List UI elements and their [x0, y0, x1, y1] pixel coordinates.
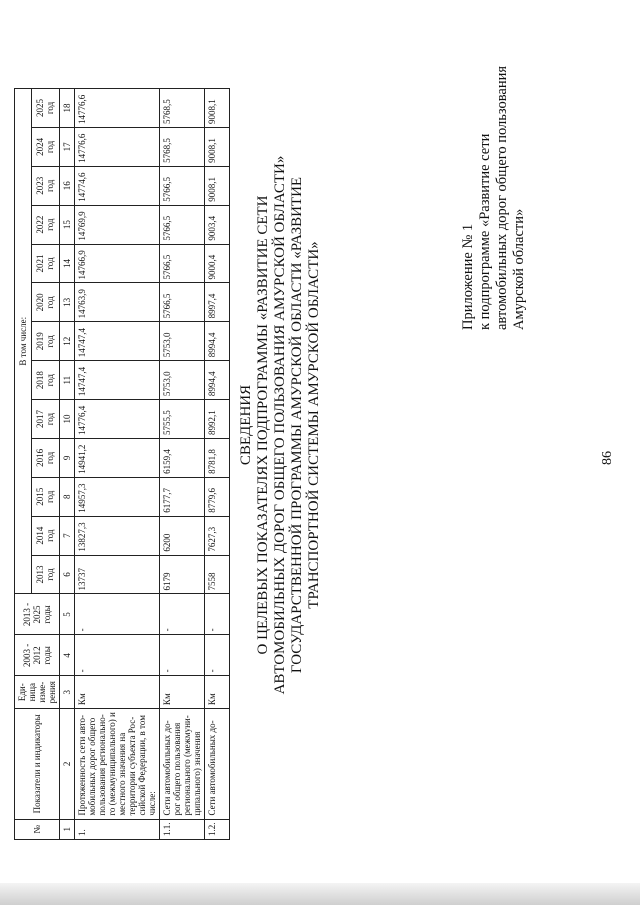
row-value: 5768,5	[160, 89, 205, 128]
col-number: 18	[60, 89, 75, 128]
row-value: 5766,5	[160, 166, 205, 205]
row-value: 8994,4	[205, 361, 230, 400]
row-value: 9008,1	[205, 166, 230, 205]
row-value: 14776,4	[75, 400, 160, 439]
col-number: 1	[60, 819, 75, 839]
row-value: 6159,4	[160, 438, 205, 477]
row-value: 8779,6	[205, 477, 230, 516]
row-value: 6177,7	[160, 477, 205, 516]
col-number: 12	[60, 322, 75, 361]
row-value: 7627,3	[205, 516, 230, 555]
col-number: 10	[60, 400, 75, 439]
row-period-2: -	[205, 594, 230, 635]
col-number: 17	[60, 127, 75, 166]
header-year: 2023 год	[31, 166, 59, 205]
row-unit: Км	[160, 676, 205, 709]
appendix-line: к подпрограмме «Развитие сети	[477, 133, 493, 330]
header-period-1: 2003 - 2012 годы	[15, 635, 60, 676]
table-row	[75, 89, 160, 840]
header-num: №	[15, 819, 60, 839]
col-number: 15	[60, 205, 75, 244]
header-indicator: Показатели и индикаторы	[15, 709, 60, 819]
row-indicator: Сети автомобильных до-рог общего пользования регионального (межмуни-ципального) значения	[160, 709, 205, 819]
appendix-line: автомобильных дорог общего пользования	[494, 65, 510, 330]
row-value: 9008,1	[205, 127, 230, 166]
header-year: 2013 год	[31, 555, 59, 594]
title-line: ТРАНСПОРТНОЙ СИСТЕМЫ АМУРСКОЙ ОБЛАСТИ»	[306, 241, 322, 609]
title-line: О ЦЕЛЕВЫХ ПОКАЗАТЕЛЯХ ПОДПРОГРАММЫ «РАЗВИТИЕ СЕТИ	[255, 195, 271, 655]
header-year: 2015 год	[31, 477, 59, 516]
row-value: 14763,9	[75, 283, 160, 322]
col-number: 14	[60, 244, 75, 283]
header-unit: Еди-ница изме-рения	[15, 676, 60, 709]
row-value: 5768,5	[160, 127, 205, 166]
row-indicator: Протяженность сети авто-мобильных дорог общего пользования регионально-го (межмуниципального) и местного значения на территории субъекта Рос-сийской Федерации, в том числе:	[75, 709, 160, 819]
page-number: 86	[600, 451, 615, 465]
header-period-2: 2013 - 2025 годы	[15, 594, 60, 635]
col-number: 6	[60, 555, 75, 594]
row-value: 5755,5	[160, 400, 205, 439]
row-value: 14957,3	[75, 477, 160, 516]
row-value: 14747,4	[75, 361, 160, 400]
header-including: В том числе:	[15, 89, 32, 594]
row-num: 1.	[75, 819, 160, 839]
header-year: 2024 год	[31, 127, 59, 166]
table-row	[205, 89, 230, 840]
row-value: 5766,5	[160, 205, 205, 244]
column-number-row	[60, 89, 75, 840]
row-value: 9000,4	[205, 244, 230, 283]
row-value: 5766,5	[160, 283, 205, 322]
row-value: 8994,4	[205, 322, 230, 361]
col-number: 4	[60, 635, 75, 676]
appendix-line: Приложение № 1	[460, 223, 476, 330]
row-value: 14776,6	[75, 89, 160, 128]
header-year: 2017 год	[31, 400, 59, 439]
row-value: 9008,1	[205, 89, 230, 128]
row-period-2: -	[75, 594, 160, 635]
row-value: 5753,0	[160, 361, 205, 400]
title-line: АВТОМОБИЛЬНЫХ ДОРОГ ОБЩЕГО ПОЛЬЗОВАНИЯ АМУРСКОЙ ОБЛАСТИ»	[272, 155, 288, 695]
row-value: 6179	[160, 555, 205, 594]
row-value: 14766,9	[75, 244, 160, 283]
title-line: СВЕДЕНИЯ	[238, 384, 254, 466]
header-year: 2022 год	[31, 205, 59, 244]
row-value: 14774,6	[75, 166, 160, 205]
appendix-note	[460, 66, 528, 330]
row-value: 13827,3	[75, 516, 160, 555]
header-year: 2014 год	[31, 516, 59, 555]
row-period-2: -	[160, 594, 205, 635]
row-indicator: Сети автомобильных до-	[205, 709, 230, 819]
col-number: 11	[60, 361, 75, 400]
row-period-1: -	[160, 635, 205, 676]
header-year: 2018 год	[31, 361, 59, 400]
col-number: 7	[60, 516, 75, 555]
row-value: 8997,4	[205, 283, 230, 322]
row-value: 7558	[205, 555, 230, 594]
row-value: 13737	[75, 555, 160, 594]
row-value: 5753,0	[160, 322, 205, 361]
header-year: 2020 год	[31, 283, 59, 322]
row-value: 14941,2	[75, 438, 160, 477]
col-number: 13	[60, 283, 75, 322]
header-year: 2021 год	[31, 244, 59, 283]
row-num: 1.1.	[160, 819, 205, 839]
col-number: 5	[60, 594, 75, 635]
header-year: 2019 год	[31, 322, 59, 361]
col-number: 16	[60, 166, 75, 205]
col-number: 9	[60, 438, 75, 477]
col-number: 8	[60, 477, 75, 516]
scan-edge	[0, 883, 640, 905]
row-value: 14769,9	[75, 205, 160, 244]
row-value: 6200	[160, 516, 205, 555]
row-value: 9003,4	[205, 205, 230, 244]
row-value: 5766,5	[160, 244, 205, 283]
row-num: 1.2.	[205, 819, 230, 839]
row-value: 8781,8	[205, 438, 230, 477]
col-number: 3	[60, 676, 75, 709]
col-number: 2	[60, 709, 75, 819]
document-title	[238, 145, 323, 705]
appendix-line: Амурской области»	[511, 208, 527, 330]
row-value: 14776,6	[75, 127, 160, 166]
row-unit: Км	[205, 676, 230, 709]
row-period-1: -	[205, 635, 230, 676]
table-row	[160, 89, 205, 840]
row-unit: Км	[75, 676, 160, 709]
header-year: 2025 год	[31, 89, 59, 128]
indicators-table	[14, 88, 230, 840]
row-value: 8992,1	[205, 400, 230, 439]
header-year: 2016 год	[31, 438, 59, 477]
row-value: 14747,4	[75, 322, 160, 361]
row-period-1: -	[75, 635, 160, 676]
title-line: ГОСУДАРСТВЕННОЙ ПРОГРАММЫ АМУРСКОЙ ОБЛАСТИ «РАЗВИТИЕ	[289, 176, 305, 674]
